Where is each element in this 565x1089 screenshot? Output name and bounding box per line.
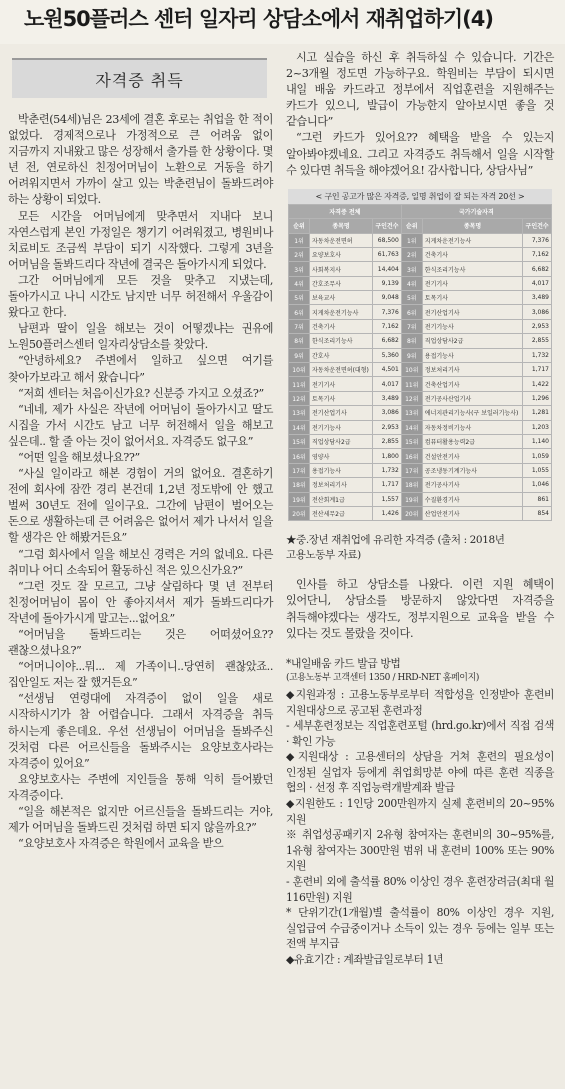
name-cell: 공조냉동기계기능사 [422,463,522,477]
count-cell: 2,855 [523,334,552,348]
table-row [289,506,552,520]
table-row [289,449,552,463]
table-title: < 구인 공고가 많은 자격증, 일명 취업이 잘 되는 자격 20선 > [288,189,552,204]
rank-cell: 20위 [289,506,310,520]
count-cell: 14,404 [373,262,402,276]
count-cell: 1,203 [523,420,552,434]
paragraph: 모든 시간을 어머님에게 맞추면서 지내다 보니 자연스럽게 본인 가정일은 챙기기 어려워졌고, 병원비나 치료비도 조금씩 부담이 되기 시작했다. 그렇게 3년을 어머님을 돌봐드리다 작년에 결국은 돌아가시게 되었다. [8,209,273,271]
count-cell: 1,800 [373,449,402,463]
name-cell: 자동차운전면허(대형) [310,363,373,377]
name-cell: 직업상담사2급 [310,435,373,449]
count-cell: 1,059 [523,449,552,463]
table-row [289,319,552,333]
count-cell: 1,422 [523,377,552,391]
rank-cell: 9위 [289,348,310,362]
name-cell: 지게차운전기능사 [422,233,522,247]
name-cell: 전기기능사 [422,319,522,333]
name-cell: 간호사 [310,348,373,362]
name-cell: 요양보호사 [310,247,373,261]
rank-cell: 7위 [401,319,422,333]
rank-cell: 3위 [401,262,422,276]
rank-cell: 11위 [401,377,422,391]
table-row [289,291,552,305]
count-cell: 1,296 [523,391,552,405]
paragraph: 그간 어머님에게 모든 것을 맞추고 지냈는데, 돌아가시고 나니 시간도 남지만 너무 허전해서 우울감이 왔다고 한다. [8,273,273,320]
name-cell: 자동차정비기능사 [422,420,522,434]
paragraph: “어떤 일을 해보셨나요??” [18,450,140,464]
count-cell: 1,732 [373,463,402,477]
rank-cell: 3위 [289,262,310,276]
table-row [289,305,552,319]
count-cell: 1,717 [373,478,402,492]
count-cell: 6,682 [373,334,402,348]
rank-cell: 17위 [401,463,422,477]
table-row [289,233,552,247]
col-count: 구인건수 [523,219,552,233]
name-cell: 전기산업기사 [310,406,373,420]
count-cell: 7,162 [373,319,402,333]
name-cell: 건축산업기사 [422,377,522,391]
name-cell: 전기공사기사 [422,478,522,492]
paragraph: “그런 카드가 있어요?? 혜택을 받을 수 있는지 알아봐야겠네요. 그리고 자격증도 취득해서 일을 시작할 수 있다면 취득을 해야겠어요! 감사합니다, 상담사님” [286,131,554,177]
count-cell: 2,855 [373,435,402,449]
rank-cell: 16위 [401,449,422,463]
table-row [289,492,552,506]
count-cell: 3,489 [523,291,552,305]
name-cell: 지게차운전기능사 [310,305,373,319]
table-row [289,435,552,449]
count-cell: 2,953 [373,420,402,434]
name-cell: 전산세무2급 [310,506,373,520]
rank-cell: 13위 [289,406,310,420]
name-cell: 수질환경기사 [422,492,522,506]
paragraph: “안녕하세요? 주변에서 일하고 싶으면 여기를 찾아가보라고 해서 왔습니다” [8,354,273,384]
paragraph: 박춘련(54세)님은 23세에 결혼 후로는 취업을 한 적이 없었다. 경제적으로나 가정적으로 큰 어려움 없이 지금까지 지내왔고 많은 성장해서 출가를 한 상황이다. 몇 년 전, 연로하신 친정어머님이 노환으로 거동을 하기 어려워지면서 가까이 살고 있는 박춘련님이 돌봐드려야 하는 상황이 되었다. [8,113,273,207]
name-cell: 산업안전기사 [422,506,522,520]
count-cell: 3,489 [373,391,402,405]
rank-cell: 2위 [401,247,422,261]
section-header [12,58,267,98]
rank-cell: 18위 [401,478,422,492]
info-item: ◆유효기간 : 계좌발급일로부터 1년 [286,953,444,966]
right-column [286,50,554,968]
count-cell: 1,055 [523,463,552,477]
section-title: 자격증 취득 [95,70,184,90]
name-cell: 전기산업기사 [422,305,522,319]
count-cell: 861 [523,492,552,506]
count-cell: 3,086 [373,406,402,420]
name-cell: 한식조리기능사 [310,334,373,348]
rank-cell: 17위 [289,463,310,477]
table-row [289,334,552,348]
rank-cell: 1위 [289,233,310,247]
table-row [289,363,552,377]
name-cell: 자동차운전면허 [310,233,373,247]
name-cell: 직업상담사2급 [422,334,522,348]
rank-cell: 1위 [401,233,422,247]
ranking-table [288,204,552,522]
paragraph: 시고 실습을 하신 후 취득하실 수 있습니다. 기간은 2~3개월 정도면 가능하구요. 학원비는 부담이 되시면 내일 배움 카드라고 정부에서 직업훈련을 지원해주는 카드가 있으니, 발급이 가능한지 알아보시면 좋을 것 같습니다” [286,51,554,129]
name-cell: 사회복지사 [310,262,373,276]
rank-cell: 6위 [401,305,422,319]
paragraph: 인사를 하고 상담소를 나왔다. 이런 지원 혜택이 있어단니, 상담소를 방문하지 않았다면 자격증을 취득해야겠다는 생각도, 정부지원으로 교육을 받을 수 있다는 것도 몰랐을 것이다. [286,578,554,640]
name-cell: 토목기사 [310,391,373,405]
info-title: *내일배움 카드 발급 방법 [286,656,401,670]
col-count: 구인건수 [373,219,402,233]
count-cell: 5,360 [373,348,402,362]
name-cell: 건설안전기사 [422,449,522,463]
paragraph: “어머님을 돌봐드리는 것은 어떠셨어요?? 괜찮으셨나요?” [8,628,273,658]
name-cell: 전산회계1급 [310,492,373,506]
table-row [289,463,552,477]
count-cell: 1,557 [373,492,402,506]
table-group-national: 국가기술자격 [401,204,551,218]
info-item: - 세부훈련정보는 직업훈련포털 (hrd.go.kr)에서 직접 검색 · 확인 가능 [286,719,554,748]
count-cell: 1,046 [523,478,552,492]
paragraph: “그럼 회사에서 일을 해보신 경력은 거의 없네요. 다른 취미나 어디 소속되어 활동하신 적은 있으신가요?” [8,547,273,577]
rank-cell: 9위 [401,348,422,362]
table-row [289,391,552,405]
name-cell: 건축기사 [310,319,373,333]
info-source: (고용노동부 고객센터 1350 / HRD-NET 홈페이지) [286,673,479,684]
count-cell: 9,139 [373,276,402,290]
paragraph: “어머니이야...뭐... 제 가족이니..당연히 괜찮았죠.. 집안일도 저는 잘 했거든요” [8,660,273,690]
count-cell: 854 [523,506,552,520]
count-cell: 1,732 [523,348,552,362]
name-cell: 건축기사 [422,247,522,261]
rank-cell: 2위 [289,247,310,261]
paragraph: “네네, 제가 사실은 작년에 어머님이 돌아가시고 딸도 시집을 가서 시간도 남고 너무 허전해서 일을 해보고 싶은데.. 할 줄 아는 것이 없어서요. 자격증도 없구요” [8,402,273,448]
name-cell: 전기기사 [422,276,522,290]
info-item: ◆지원대상 : 고용센터의 상담을 거쳐 훈련의 필요성이 인정된 실업자 등에게 취업희망분 야에 따른 훈련 직종을 협의 · 선정 후 직업능력개발계좌 발급 [286,750,554,795]
table-row [289,420,552,434]
count-cell: 9,048 [373,291,402,305]
count-cell: 7,376 [373,305,402,319]
name-cell: 에너지관리기능사(구 보일러기능사) [422,406,522,420]
left-column [8,50,273,852]
paragraph: “요양보호사 자격증은 학원에서 교육을 받으 [18,837,224,851]
col-rank: 순위 [401,219,422,233]
count-cell: 61,763 [373,247,402,261]
name-cell: 정보처리기사 [422,363,522,377]
paragraph: 남편과 딸이 일을 해보는 것이 어떻겠냐는 권유에 노원50플러스센터 일자리상담소를 찾았다. [8,322,273,352]
col-rank: 순위 [289,219,310,233]
rank-cell: 13위 [401,406,422,420]
table-caption: ★중.장년 재취업에 유리한 자격증 (출처 : 2018년 고용노동부 자료) [286,534,505,562]
rank-cell: 4위 [401,276,422,290]
name-cell: 정보처리기사 [310,478,373,492]
rank-cell: 14위 [401,420,422,434]
col-name: 종목명 [310,219,373,233]
certificate-table [288,189,552,522]
table-group-all: 자격증 전체 [289,204,402,218]
rank-cell: 4위 [289,276,310,290]
count-cell: 1,281 [523,406,552,420]
count-cell: 7,162 [523,247,552,261]
rank-cell: 5위 [289,291,310,305]
count-cell: 1,426 [373,506,402,520]
rank-cell: 8위 [289,334,310,348]
rank-cell: 10위 [401,363,422,377]
name-cell: 전기기능사 [310,420,373,434]
name-cell: 전기공사산업기사 [422,391,522,405]
rank-cell: 18위 [289,478,310,492]
rank-cell: 11위 [289,377,310,391]
rank-cell: 10위 [289,363,310,377]
rank-cell: 15위 [401,435,422,449]
info-box [286,656,554,968]
rank-cell: 8위 [401,334,422,348]
table-row [289,478,552,492]
table-row [289,247,552,261]
right-body-after [286,577,554,641]
paragraph: “선생님 연령대에 자격증이 없이 일을 새로 시작하시기가 참 어렵습니다. 그래서 자격증을 취득 하시는게 좋은데요. 우선 선생님이 어머님을 돌봐주신 것처럼 다른 어르신들을 돌봐주시는 요양보호사라는 자격증이 있어요” [8,692,273,770]
info-items [286,687,554,968]
count-cell: 4,017 [373,377,402,391]
name-cell: 영양사 [310,449,373,463]
table-row [289,262,552,276]
rank-cell: 20위 [401,506,422,520]
name-cell: 전기기사 [310,377,373,391]
rank-cell: 19위 [289,492,310,506]
name-cell: 간호조무사 [310,276,373,290]
rank-cell: 12위 [289,391,310,405]
count-cell: 4,501 [373,363,402,377]
rank-cell: 6위 [289,305,310,319]
table-row [289,276,552,290]
name-cell: 용접기능사 [422,348,522,362]
count-cell: 3,086 [523,305,552,319]
right-body-top [286,50,554,179]
rank-cell: 5위 [401,291,422,305]
paragraph: “그런 것도 잘 모르고, 그냥 살림하다 몇 년 전부터 친정어머님이 몸이 안 좋아지셔서 제가 돌봐드리다가 작년에 돌아가시게 말고는...없어요” [8,579,273,625]
info-item: ◆지원과정 : 고용노동부로부터 적합성을 인정받아 훈련비 지원대상으로 공고된 훈련과정 [286,687,554,717]
paragraph: “저희 센터는 처음이신가요? 신분증 가지고 오셨죠?” [18,386,264,400]
table-body [289,233,552,521]
info-item: - 훈련비 외에 출석률 80% 이상인 경우 훈련장려금(최대 월 116만원) 지원 [286,875,554,904]
paragraph: “사실 일이라고 해본 경험이 거의 없어요. 결혼하기 전에 회사에 잠깐 경리 본건데 1,2년 정도밖에 안 했고 벌써 30년도 전에 일이구요. 그간에 남편이 벌어오는 돈으로 생활하는데 큰 어려움은 없어서 제가 나서서 일을 할 생각은 안 해봤거든요” [8,467,273,545]
paragraph: 요양보호사는 주변에 지인들을 통해 익히 들어봤던 자격증이다. [8,772,273,802]
rank-cell: 12위 [401,391,422,405]
name-cell: 보육교사 [310,291,373,305]
count-cell: 1,140 [523,435,552,449]
info-item: ※ 취업성공패키지 2유형 참여자는 훈련비의 30~95%를, 1유형 참여자는 300만원 범위 내 훈련비 100% 또는 90% 지원 [286,828,554,873]
headline-bar [0,0,565,44]
rank-cell: 7위 [289,319,310,333]
rank-cell: 14위 [289,420,310,434]
article-headline: 노원50플러스 센터 일자리 상담소에서 재취업하기(4) [24,7,493,31]
name-cell: 용접기능사 [310,463,373,477]
table-row [289,377,552,391]
left-body [8,112,273,852]
count-cell: 4,017 [523,276,552,290]
count-cell: 6,682 [523,262,552,276]
table-row [289,406,552,420]
paragraph: “일을 해본적은 없지만 어르신들을 돌봐드리는 거야, 제가 어머님을 돌봐드린 것처럼 하면 되지 않을까요?” [8,805,273,835]
count-cell: 2,953 [523,319,552,333]
name-cell: 토목기사 [422,291,522,305]
rank-cell: 15위 [289,435,310,449]
name-cell: 컴퓨터활용능력2급 [422,435,522,449]
info-item: ◆지원한도 : 1인당 200만원까지 실제 훈련비의 20~95% 지원 [286,797,554,826]
info-item: * 단위기간(1개월)별 출석률이 80% 이상인 경우 지원, 실업급여 수급중이거나 소득이 있는 경우 등에는 일부 또는 전액 부지급 [286,906,554,951]
count-cell: 7,376 [523,233,552,247]
rank-cell: 16위 [289,449,310,463]
table-row [289,348,552,362]
name-cell: 한식조리기능사 [422,262,522,276]
rank-cell: 19위 [401,492,422,506]
count-cell: 1,717 [523,363,552,377]
count-cell: 68,500 [373,233,402,247]
col-name: 종목명 [422,219,522,233]
